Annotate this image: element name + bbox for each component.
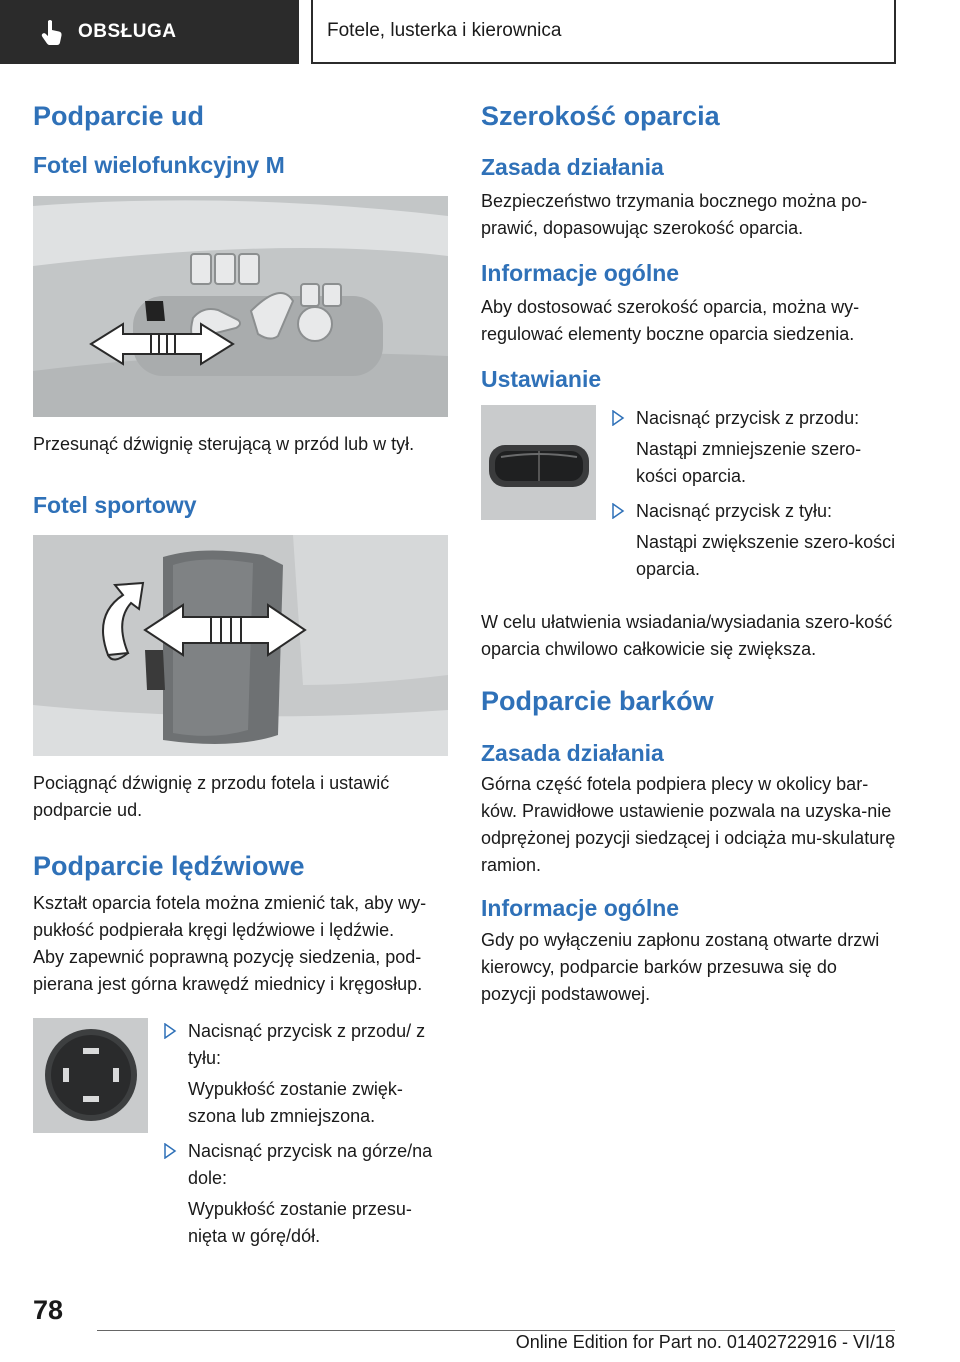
- section-tab: [0, 0, 299, 64]
- chapter-title: Fotele, lusterka i kierownica: [327, 20, 562, 41]
- heading-thigh-support: Podparcie ud: [33, 101, 205, 131]
- principle-text: Bezpieczeństwo trzymania bocznego można po-prawić, dopasowując szerokość oparcia.: [481, 190, 868, 238]
- page-number: 78: [33, 1295, 64, 1325]
- shoulder-text: Górna część fotela podpiera plecy w okolicy bar-ków. Prawidłowe ustawienie pozwala na uzyska-nie odprężonej pozycji siedzącej i odciąża mu-skulaturę ramion.: [481, 774, 896, 876]
- bullet-triangle-icon: [163, 1023, 177, 1039]
- lumbar-text-1: Kształt oparcia fotela można zmienić tak, aby wy-pukłość podpierała kręgi lędźwiowe i lędźwie.: [33, 892, 427, 940]
- footer-divider: [97, 1330, 895, 1331]
- lumbar-button-figure: [33, 1018, 148, 1133]
- lumbar-steps: [33, 1018, 448, 1258]
- lumbar-text-2: Aby zapewnić poprawną pozycję siedzenia, pod-pierana jest górna krawędź miednicy i kręgosłup.: [33, 946, 423, 994]
- chapter-title-box: [311, 0, 896, 64]
- width-steps: [481, 405, 896, 591]
- width-button-figure: [481, 405, 596, 520]
- right-column: [481, 100, 896, 1008]
- heading-shoulder-support: Podparcie barków: [481, 686, 714, 717]
- sport-seat-caption: Pociągnąć dźwignię z przodu fotela i ustawić podparcie ud.: [33, 772, 390, 820]
- hand-pointer-icon: [40, 19, 64, 45]
- heading-multifunction-seat: Fotel wielofunkcyjny M: [33, 152, 285, 179]
- footer-edition: Online Edition for Part no. 01402722916 - VI/18: [515, 1332, 895, 1352]
- general-info-2-text: Gdy po wyłączeniu zapłonu zostaną otwarte drzwi kierowcy, podparcie barków przesuwa się do pozycji podstawowej.: [481, 929, 880, 1004]
- sport-seat-figure: [33, 535, 448, 756]
- width-step-2: Nacisnąć przycisk z tyłu: Nastąpi zwiększenie szero-kości oparcia.: [611, 498, 896, 583]
- bullet-triangle-icon: [611, 503, 625, 519]
- heading-setting: Ustawianie: [481, 365, 602, 392]
- heading-general-info-2: Informacje ogólne: [481, 895, 680, 922]
- bullet-triangle-icon: [611, 410, 625, 426]
- multifunction-seat-caption: Przesunąć dźwignię sterującą w przód lub w tył.: [33, 433, 415, 454]
- general-info-text: Aby dostosować szerokość oparcia, można wy-regulować elementy boczne oparcia siedzenia.: [481, 296, 860, 344]
- heading-principle: Zasada działania: [481, 154, 664, 181]
- left-column: [33, 100, 448, 1258]
- heading-principle-2: Zasada działania: [481, 739, 664, 766]
- heading-sport-seat: Fotel sportowy: [33, 491, 197, 518]
- width-note: W celu ułatwienia wsiadania/wysiadania szero-kość oparcia chwilowo całkowicie się zwiększa.: [481, 612, 893, 660]
- heading-backrest-width: Szerokość oparcia: [481, 101, 720, 131]
- lumbar-step-1: Nacisnąć przycisk z przodu/ z tyłu: Wypukłość zostanie zwięk-szona lub zmniejszona.: [163, 1018, 448, 1130]
- multifunction-seat-figure: [33, 196, 448, 417]
- width-step-1: Nacisnąć przycisk z przodu: Nastąpi zmniejszenie szero-kości oparcia.: [611, 405, 896, 490]
- bullet-triangle-icon: [163, 1143, 177, 1159]
- heading-lumbar-support: Podparcie lędźwiowe: [33, 850, 305, 881]
- section-title: OBSŁUGA: [78, 21, 177, 42]
- lumbar-step-2: Nacisnąć przycisk na górze/na dole: Wypukłość zostanie przesu-nięta w górę/dół.: [163, 1138, 448, 1250]
- heading-general-info: Informacje ogólne: [481, 259, 680, 286]
